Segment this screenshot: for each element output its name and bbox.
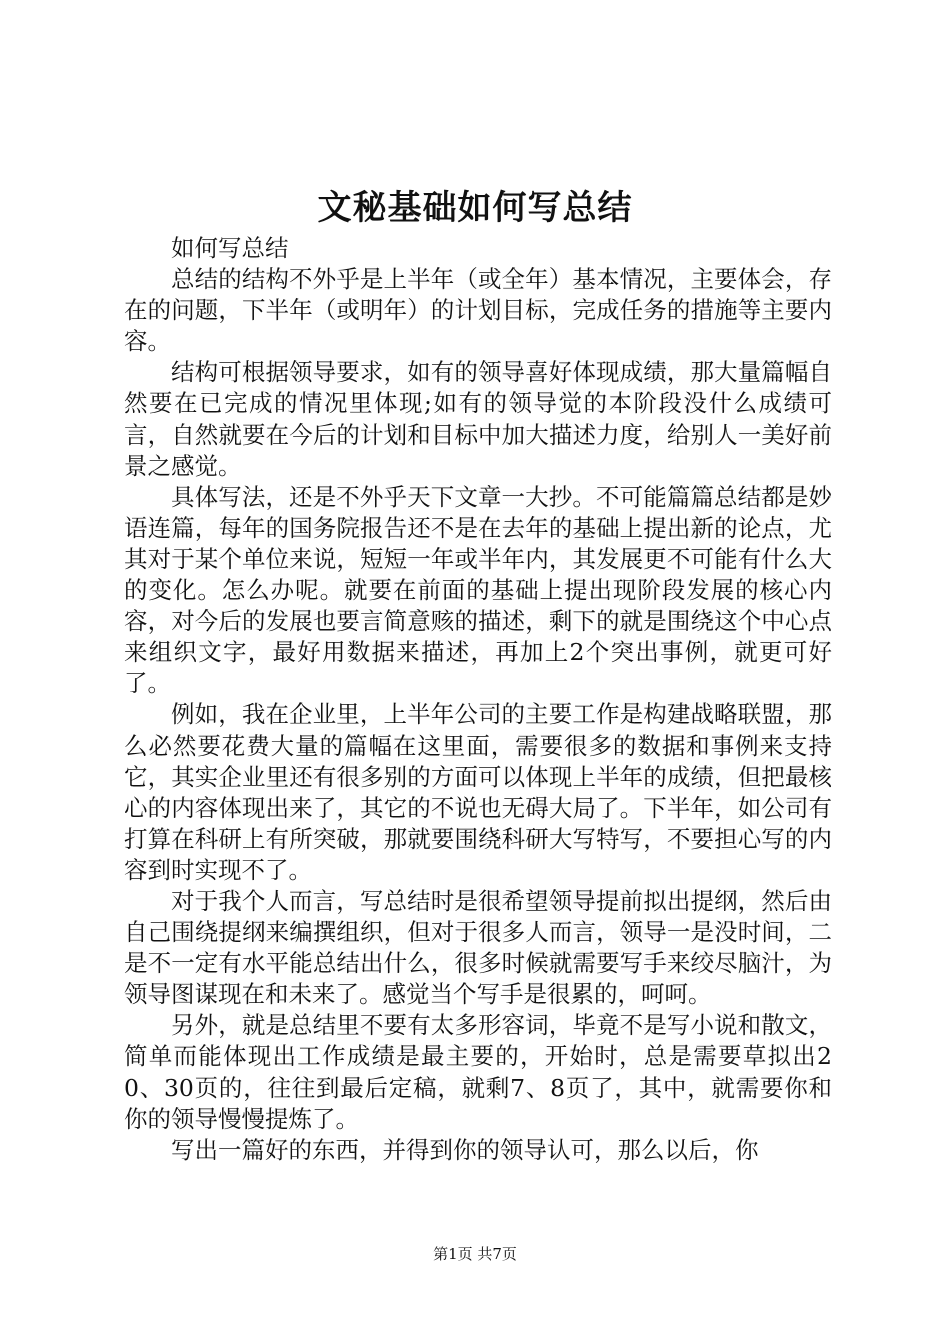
paragraph: 总结的结构不外乎是上半年（或全年）基本情况，主要体会，存在的问题，下半年（或明年）的计划目标，完成任务的措施等主要内容。 — [124, 265, 832, 356]
paragraph: 具体写法，还是不外乎天下文章一大抄。不可能篇篇总结都是妙语连篇，每年的国务院报告还不是在去年的基础上提出新的论点，尤其对于某个单位来说，短短一年或半年内，其发展更不可能有什么大的变化。怎么办呢。就要在前面的基础上提出现阶段发展的核心内容，对今后的发展也要言简意赅的描述，剩下的就是围绕这个中心点来组织文字，最好用数据来描述，再加上2个突出事例，就更可好了。 — [124, 482, 832, 698]
page-number-footer: 第1页 共7页 — [433, 1245, 517, 1263]
paragraph: 例如，我在企业里，上半年公司的主要工作是构建战略联盟，那么必然要花费大量的篇幅在这里面，需要很多的数据和事例来支持它，其实企业里还有很多别的方面可以体现上半年的成绩，但把最核心的内容体现出来了，其它的不说也无碍大局了。下半年，如公司有打算在科研上有所突破，那就要围绕科研大写特写，不要担心写的内容到时实现不了。 — [124, 700, 832, 884]
document-body — [124, 233, 832, 1166]
paragraph: 结构可根据领导要求，如有的领导喜好体现成绩，那大量篇幅自然要在已完成的情况里体现;如有的领导觉的本阶段没什么成绩可言，自然就要在今后的计划和目标中加大描述力度，给别人一美好前景之感觉。 — [124, 358, 832, 480]
paragraph: 另外，就是总结里不要有太多形容词，毕竟不是写小说和散文，简单而能体现出工作成绩是最主要的，开始时，总是需要草拟出20、30页的，往往到最后定稿，就剩7、8页了，其中，就需要你和你的领导慢慢提炼了。 — [124, 1011, 832, 1133]
paragraph: 写出一篇好的东西，并得到你的领导认可，那么以后，你 — [171, 1135, 759, 1164]
document-title: 文秘基础如何写总结 — [317, 188, 633, 228]
paragraph: 对于我个人而言，写总结时是很希望领导提前拟出提纲，然后由自己围绕提纲来编撰组织，但对于很多人而言，领导一是没时间，二是不一定有水平能总结出什么，很多时候就需要写手来绞尽脑汁，为领导图谋现在和未来了。感觉当个写手是很累的，呵呵。 — [124, 886, 832, 1009]
paragraph-subheading: 如何写总结 — [171, 234, 289, 262]
